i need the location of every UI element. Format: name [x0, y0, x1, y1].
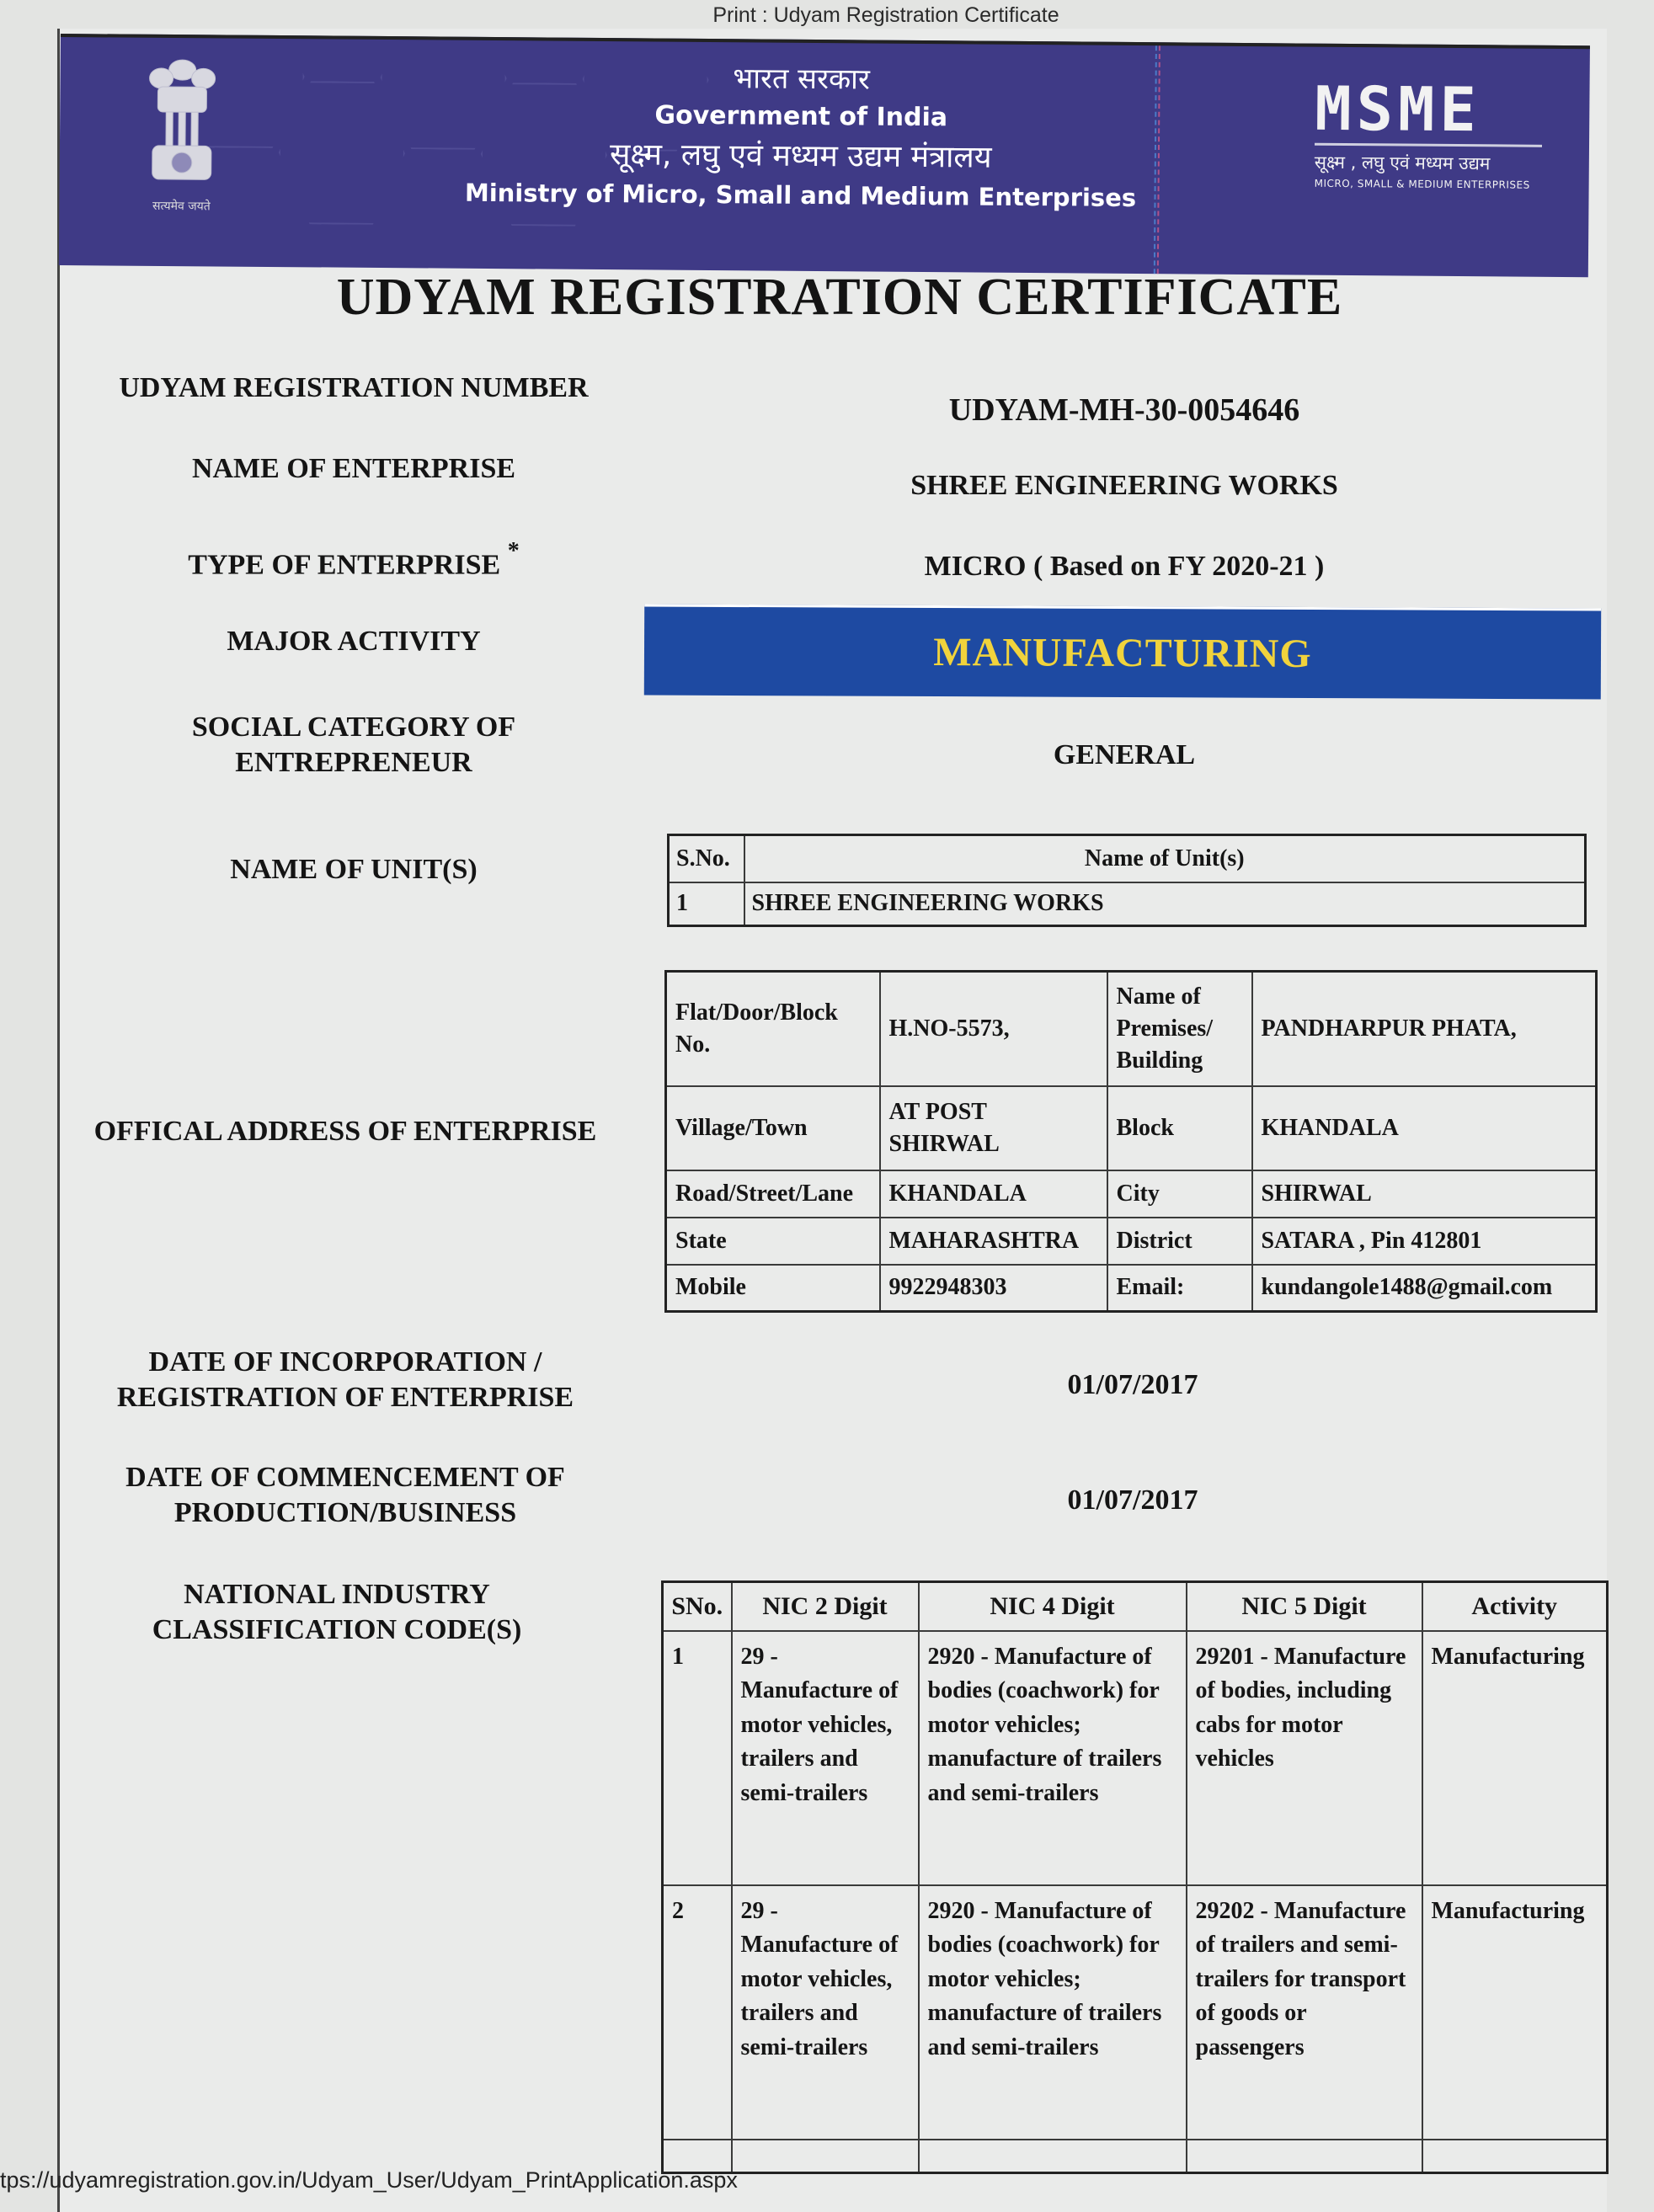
email-label: Email: [1107, 1265, 1252, 1312]
flat-value: H.NO-5573, [880, 972, 1107, 1086]
ministry-banner [59, 34, 1590, 277]
msme-logo-word: MSME [1315, 79, 1543, 147]
table-row [663, 1885, 1608, 2140]
commencement-date-value: 01/07/2017 [1067, 1484, 1198, 1516]
empty-cell [1187, 2140, 1422, 2173]
table-row [666, 1265, 1597, 1312]
table-row [669, 882, 1586, 926]
banner-text [446, 57, 1155, 216]
premises-value: PANDHARPUR PHATA, [1252, 972, 1597, 1086]
incorporation-date-label-line1: DATE OF INCORPORATION / [148, 1346, 542, 1378]
asterisk: * [507, 538, 520, 564]
msme-logo-english: MICRO, SMALL & MEDIUM ENTERPRISES [1314, 177, 1530, 191]
nic-4digit: 2920 - Manufacture of bodies (coachwork) for motor vehicles; manufacture of trailers and semi-trailers [919, 1885, 1187, 2140]
hindi-ministry-title: सूक्ष्म, लघु एवं मध्यम उद्यम मंत्रालय [609, 137, 992, 175]
district-value: SATARA , Pin 412801 [1252, 1218, 1597, 1265]
empty-cell [732, 2140, 919, 2173]
commencement-date-label [76, 1460, 615, 1531]
nic-5digit: 29202 - Manufacture of trailers and semi-trailers for transport of goods or passengers [1187, 1885, 1422, 2140]
nic-header-4digit: NIC 4 Digit [919, 1582, 1187, 1631]
banner-divider [1154, 45, 1160, 274]
block-value: KHANDALA [1252, 1086, 1597, 1170]
nic-header-sno: SNo. [663, 1582, 732, 1631]
table-row [663, 1631, 1608, 1885]
major-activity-band [644, 605, 1601, 700]
social-category-label-line2: ENTREPRENEUR [235, 747, 472, 778]
enterprise-name-label: NAME OF ENTERPRISE [191, 453, 516, 484]
enterprise-type-label-text: TYPE OF ENTERPRISE [188, 549, 501, 581]
nic-label-line1: NATIONAL INDUSTRY [184, 1579, 490, 1610]
emblem-caption: सत्यमेव जयते [152, 199, 211, 214]
email-value[interactable]: kundangole1488@gmail.com [1252, 1265, 1597, 1312]
certificate-title: UDYAM REGISTRATION CERTIFICATE [336, 269, 1343, 326]
nic-sno: 1 [663, 1631, 732, 1885]
registration-number-label: UDYAM REGISTRATION NUMBER [119, 372, 589, 403]
nic-table [661, 1580, 1609, 2174]
nic-5digit: 29201 - Manufacture of bodies, including cabs for motor vehicles [1187, 1631, 1422, 1885]
table-row-partial [663, 2140, 1608, 2173]
nic-activity: Manufacturing [1422, 1631, 1608, 1885]
block-label: Block [1107, 1086, 1252, 1170]
mobile-value: 9922948303 [880, 1265, 1107, 1312]
social-category-label [93, 710, 615, 781]
hex-pattern [278, 81, 405, 225]
nic-2digit: 29 - Manufacture of motor vehicles, trailers and semi-trailers [732, 1885, 919, 2140]
mobile-label: Mobile [666, 1265, 880, 1312]
unit-name: SHREE ENGINEERING WORKS [744, 882, 1586, 926]
nic-table-header [663, 1582, 1608, 1631]
state-value: MAHARASHTRA [880, 1218, 1107, 1265]
english-govt-title: Government of India [654, 100, 948, 133]
city-label: City [1107, 1170, 1252, 1218]
incorporation-date-label-line2: REGISTRATION OF ENTERPRISE [116, 1382, 574, 1413]
village-label: Village/Town [666, 1086, 880, 1170]
nic-header-activity: Activity [1422, 1582, 1608, 1631]
unit-sno: 1 [669, 882, 744, 926]
registration-number-value: UDYAM-MH-30-0054646 [948, 392, 1300, 428]
nic-2digit: 29 - Manufacture of motor vehicles, trailers and semi-trailers [732, 1631, 919, 1885]
units-table [667, 834, 1587, 927]
nic-header-5digit: NIC 5 Digit [1187, 1582, 1422, 1631]
table-row [666, 972, 1597, 1086]
nic-4digit: 2920 - Manufacture of bodies (coachwork) for motor vehicles; manufacture of trailers and semi-trailers [919, 1631, 1187, 1885]
premises-label: Name of Premises/ Building [1107, 972, 1252, 1086]
nic-header-2digit: NIC 2 Digit [732, 1582, 919, 1631]
incorporation-date-value: 01/07/2017 [1067, 1369, 1198, 1400]
major-activity-value: MANUFACTURING [933, 630, 1312, 676]
road-value: KHANDALA [880, 1170, 1107, 1218]
major-activity-label: MAJOR ACTIVITY [227, 626, 481, 657]
state-label: State [666, 1218, 880, 1265]
address-label: OFFICAL ADDRESS OF ENTERPRISE [93, 1116, 597, 1147]
empty-cell [1422, 2140, 1608, 2173]
enterprise-type-value: MICRO ( Based on FY 2020-21 ) [924, 551, 1325, 582]
units-label: NAME OF UNIT(S) [230, 854, 478, 885]
units-header-sno: S.No. [669, 835, 744, 882]
commencement-date-label-line1: DATE OF COMMENCEMENT OF [125, 1462, 565, 1493]
national-emblem-icon [135, 53, 228, 197]
district-label: District [1107, 1218, 1252, 1265]
units-table-header [669, 835, 1586, 882]
table-row [666, 1170, 1597, 1218]
empty-cell [919, 2140, 1187, 2173]
units-header-name: Name of Unit(s) [744, 835, 1586, 882]
commencement-date-label-line2: PRODUCTION/BUSINESS [173, 1497, 517, 1528]
social-category-label-line1: SOCIAL CATEGORY OF [191, 712, 516, 743]
english-ministry-title: Ministry of Micro, Small and Medium Enterprises [464, 178, 1137, 213]
enterprise-name-value: SHREE ENGINEERING WORKS [910, 470, 1338, 501]
social-category-value: GENERAL [1053, 739, 1196, 770]
msme-logo [1314, 72, 1543, 191]
table-row [666, 1218, 1597, 1265]
msme-logo-hindi: सूक्ष्म , लघु एवं मध्यम उद्यम [1314, 152, 1491, 174]
address-table [664, 970, 1598, 1313]
road-label: Road/Street/Lane [666, 1170, 880, 1218]
city-value: SHIRWAL [1252, 1170, 1597, 1218]
nic-activity: Manufacturing [1422, 1885, 1608, 2140]
nic-label-line2: CLASSIFICATION CODE(S) [152, 1614, 522, 1645]
hindi-govt-title: भारत सरकार [733, 61, 871, 97]
flat-label: Flat/Door/Block No. [666, 972, 880, 1086]
print-header: Print : Udyam Registration Certificate [712, 3, 1059, 27]
enterprise-type-label [93, 539, 615, 583]
nic-sno: 2 [663, 1885, 732, 2140]
table-row [666, 1086, 1597, 1170]
nic-label [76, 1577, 598, 1648]
footer-url[interactable]: tps://udyamregistration.gov.in/Udyam_User/Udyam_PrintApplication.aspx [0, 2167, 738, 2193]
village-value: AT POST SHIRWAL [880, 1086, 1107, 1170]
incorporation-date-label [76, 1345, 615, 1415]
